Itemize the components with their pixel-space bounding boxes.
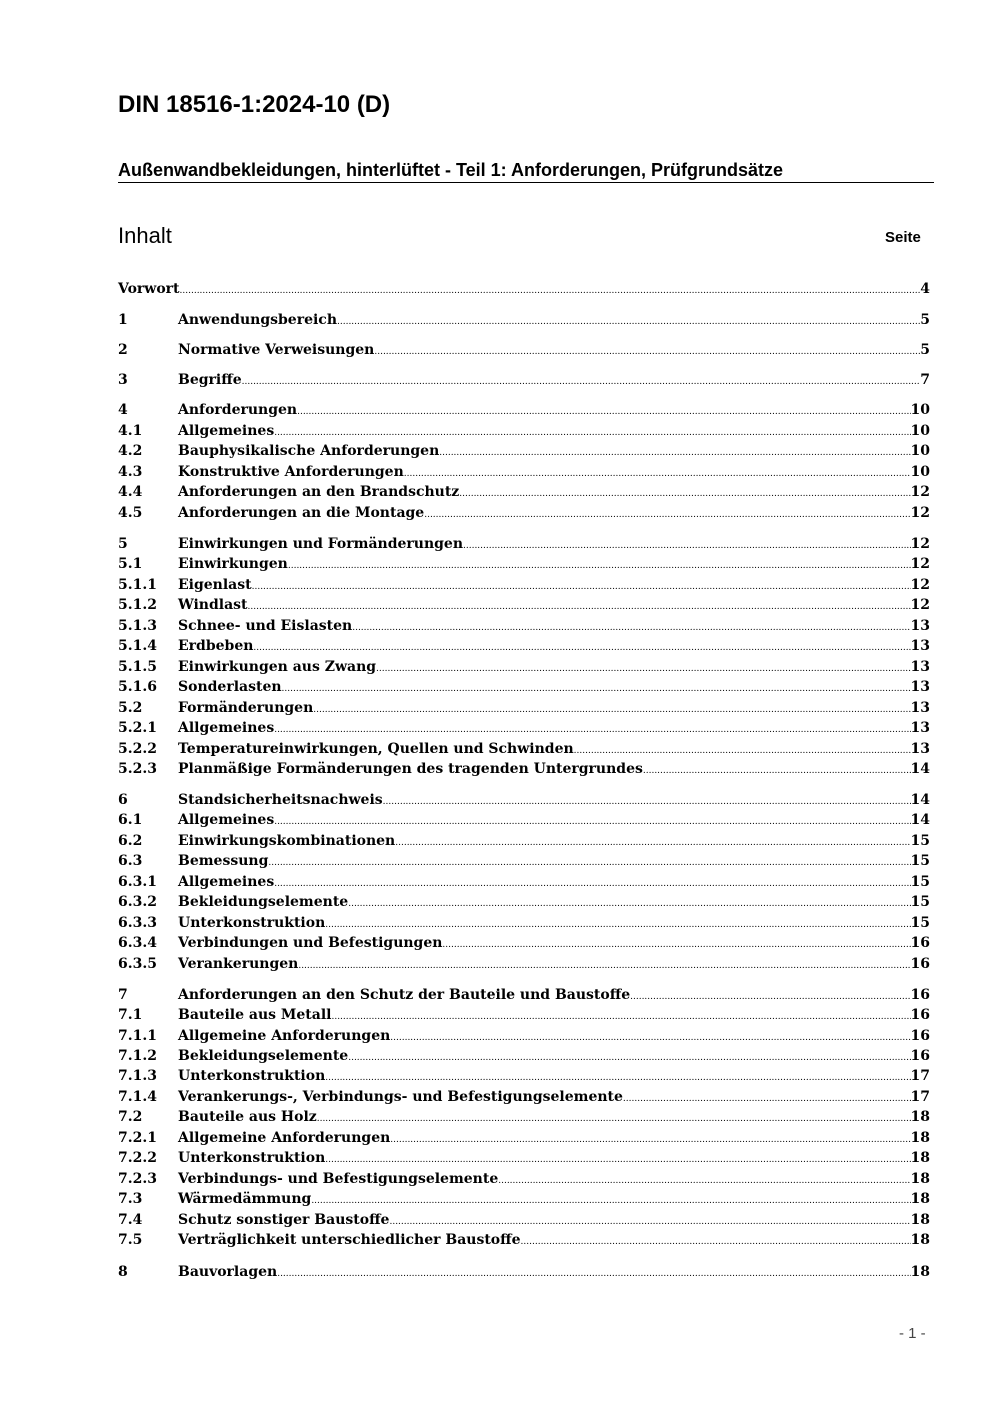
toc-entry-page: 16 [910,987,930,1003]
toc-entry-page: 10 [910,402,930,418]
toc-entry-title: Unterkonstruktion [178,1068,326,1084]
toc-dot-leader [180,281,921,302]
toc-entry-page: 12 [910,597,930,613]
toc-entry [118,441,930,462]
toc-entry-page: 10 [910,423,930,439]
toc-entry-title: Allgemeine Anforderungen [178,1130,391,1146]
toc-entry-page: 10 [910,464,930,480]
toc-entry-title: Allgemeines [178,874,275,890]
toc-entry [118,892,930,913]
toc-entry-page: 15 [910,915,930,931]
toc-dot-leader [274,720,910,741]
toc-entry [118,677,930,698]
toc-entry-page: 13 [910,741,930,757]
toc-entry-title: Verbindungen und Befestigungen [178,935,443,951]
toc-entry-number: 7.5 [118,1232,143,1248]
toc-entry-number: 7.4 [118,1212,143,1228]
toc-entry-page: 18 [910,1130,930,1146]
toc-dot-leader [442,935,910,956]
document-title: DIN 18516-1:2024-10 (D) [118,91,391,118]
toc-entry [118,310,930,331]
toc-entry-number: 7.1.3 [118,1068,157,1084]
toc-entry-number: 5.2.3 [118,761,157,777]
toc-entry-number: 5.1.6 [118,679,157,695]
toc-entry [118,554,930,575]
toc-entry-title: Sonderlasten [178,679,282,695]
toc-entry [118,790,930,811]
toc-entry [118,657,930,678]
toc-entry [118,985,930,1006]
toc-entry-page: 5 [920,312,930,328]
toc-entry-title: Bauteile aus Holz [178,1109,317,1125]
toc-entry [118,1128,930,1149]
toc-entry-title: Anforderungen an die Montage [178,505,425,521]
toc-entry-number: 8 [118,1264,128,1280]
toc-entry-number: 4 [118,402,128,418]
toc-entry-title: Verbindungs- und Befestigungselemente [178,1171,499,1187]
toc-entry-page: 16 [910,935,930,951]
toc-entry-page: 18 [910,1191,930,1207]
toc-entry-number: 5.1 [118,556,143,572]
toc-entry-page: 18 [910,1232,930,1248]
toc-entry [118,575,930,596]
toc-entry [118,759,930,780]
toc-entry-title: Eigenlast [178,577,252,593]
toc-entry [118,718,930,739]
toc-entry-title: Bekleidungselemente [178,1048,349,1064]
toc-dot-leader [268,853,910,874]
toc-entry-number: 4.1 [118,423,143,439]
toc-entry-number: 4.4 [118,484,143,500]
toc-entry-page: 18 [910,1171,930,1187]
toc-entry [118,462,930,483]
toc-entry-page: 13 [910,700,930,716]
toc-entry-number: 6 [118,792,128,808]
toc-entry-number: 7.1.1 [118,1028,157,1044]
toc-entry [118,1169,930,1190]
toc-entry-title: Allgemeines [178,423,275,439]
toc-entry-number: 6.3.2 [118,894,157,910]
toc-entry-number: 5.1.1 [118,577,157,593]
toc-entry [118,1189,930,1210]
toc-entry-number: 7.2.2 [118,1150,157,1166]
toc-dot-leader [325,1068,910,1089]
toc-entry [118,534,930,555]
toc-entry-page: 14 [910,761,930,777]
toc-dot-leader [424,505,910,526]
toc-entry-title: Bauteile aus Metall [178,1007,332,1023]
toc-entry-title: Anforderungen an den Schutz der Bauteile und Baustoffe [178,987,631,1003]
toc-entry-page: 18 [910,1109,930,1125]
toc-dot-leader [521,1232,911,1253]
toc-entry-page: 15 [910,833,930,849]
toc-entry-title: Einwirkungen [178,556,288,572]
toc-entry-number: 7.1.2 [118,1048,157,1064]
toc-entry-page: 14 [910,792,930,808]
toc-entry [118,1230,930,1251]
toc-dot-leader [337,312,920,333]
toc-dot-leader [282,679,911,700]
toc-dot-leader [643,761,911,782]
toc-entry [118,340,930,361]
toc-entry [118,636,930,657]
toc-entry-title: Konstruktive Anforderungen [178,464,404,480]
toc-dot-leader [311,1191,910,1212]
toc-entry-number: 7 [118,987,128,1003]
toc-entry-number: 5.2 [118,700,143,716]
toc-entry-title: Verankerungen [178,956,299,972]
toc-dot-leader [288,556,911,577]
toc-entry [118,739,930,760]
toc-entry-page: 13 [910,638,930,654]
toc-entry-title: Unterkonstruktion [178,1150,326,1166]
toc-dot-leader [325,1150,910,1171]
toc-entry-page: 4 [920,281,930,297]
toc-entry [118,1026,930,1047]
toc-entry-number: 6.3.4 [118,935,157,951]
toc-entry-number: 5.2.2 [118,741,157,757]
toc-entry-title: Vorwort [118,281,180,297]
toc-entry-title: Bauvorlagen [178,1264,278,1280]
toc-entry-page: 13 [910,618,930,634]
toc-entry-number: 7.2.1 [118,1130,157,1146]
toc-entry-title: Allgemeine Anforderungen [178,1028,391,1044]
toc-entry-page: 5 [920,342,930,358]
toc-entry [118,1005,930,1026]
toc-entry-title: Anforderungen an den Brandschutz [178,484,460,500]
toc-entry-title: Verträglichkeit unterschiedlicher Baustoffe [178,1232,521,1248]
toc-entry [118,872,930,893]
toc-entry-title: Einwirkungskombinationen [178,833,396,849]
toc-entry-title: Einwirkungen und Formänderungen [178,536,463,552]
toc-entry [118,503,930,524]
toc-entry-page: 10 [910,443,930,459]
toc-entry-title: Bauphysikalische Anforderungen [178,443,440,459]
toc-entry [118,933,930,954]
toc-entry-title: Begriffe [178,372,242,388]
toc-dot-leader [274,812,910,833]
toc-entry [118,1148,930,1169]
toc-entry-page: 12 [910,577,930,593]
toc-dot-leader [331,1007,910,1028]
toc-entry-title: Schutz sonstiger Baustoffe [178,1212,390,1228]
toc-dot-leader [459,484,910,505]
toc-entry-title: Verankerungs-, Verbindungs- und Befestigungselemente [178,1089,623,1105]
toc-entry-number: 3 [118,372,128,388]
toc-entry-page: 12 [910,505,930,521]
toc-entry-title: Einwirkungen aus Zwang [178,659,377,675]
toc-entry-number: 5.1.3 [118,618,157,634]
toc-entry-number: 5.1.4 [118,638,157,654]
toc-entry-page: 14 [910,812,930,828]
toc-entry-title: Normative Verweisungen [178,342,375,358]
toc-entry [118,616,930,637]
toc-entry-page: 16 [910,956,930,972]
toc-entry-page: 16 [910,1007,930,1023]
toc-dot-leader [317,1109,911,1130]
toc-entry [118,1087,930,1108]
toc-dot-leader [348,894,910,915]
toc-entry-page: 15 [910,894,930,910]
toc-dot-leader [374,342,920,363]
toc-entry [118,482,930,503]
toc-entry-number: 7.1 [118,1007,143,1023]
toc-entry-page: 12 [910,556,930,572]
toc-entry [118,698,930,719]
toc-entry-title: Planmäßige Formänderungen des tragenden Untergrundes [178,761,643,777]
toc-entry [118,810,930,831]
toc-entry-number: 7.2 [118,1109,143,1125]
toc-entry-number: 7.3 [118,1191,143,1207]
toc-entry [118,1210,930,1231]
toc-entry-page: 13 [910,720,930,736]
toc-entry-number: 1 [118,312,128,328]
toc-entry-page: 15 [910,874,930,890]
toc-entry-number: 6.2 [118,833,143,849]
toc-entry-number: 5 [118,536,128,552]
toc-dot-leader [253,638,910,659]
toc-entry-page: 17 [910,1068,930,1084]
toc-entry [118,1066,930,1087]
toc-entry [118,851,930,872]
toc-entry-page: 18 [910,1264,930,1280]
toc-entry-page: 13 [910,679,930,695]
document-subtitle: Außenwandbekleidungen, hinterlüftet - Teil 1: Anforderungen, Prüfgrundsätze [118,158,934,183]
toc-entry-number: 6.3.3 [118,915,157,931]
toc-entry-page: 17 [910,1089,930,1105]
toc-entry-number: 4.2 [118,443,143,459]
toc-entry-number: 4.3 [118,464,143,480]
toc-entry [118,400,930,421]
toc-entry-page: 13 [910,659,930,675]
toc-entry-page: 12 [910,536,930,552]
toc-entry-number: 5.1.2 [118,597,157,613]
toc-entry-title: Standsicherheitsnachweis [178,792,383,808]
toc-heading: Inhalt [118,223,172,248]
toc-entry-number: 6.3.5 [118,956,157,972]
page-number: - 1 - [899,1325,926,1342]
toc-entry-title: Temperatureinwirkungen, Quellen und Schwinden [178,741,574,757]
toc-entry-number: 2 [118,342,128,358]
toc-entry-title: Bekleidungselemente [178,894,349,910]
toc-entry-page: 15 [910,853,930,869]
toc-entry [118,1262,930,1283]
toc-dot-leader [297,402,910,423]
toc-entry-title: Schnee- und Eislasten [178,618,353,634]
toc-entry-page: 16 [910,1048,930,1064]
toc-entry-title: Bemessung [178,853,269,869]
toc-entry-number: 7.2.3 [118,1171,157,1187]
toc-entry-title: Anwendungsbereich [178,312,337,328]
toc-entry-number: 7.1.4 [118,1089,157,1105]
toc-entry-title: Erdbeben [178,638,254,654]
toc-entry-number: 6.1 [118,812,143,828]
toc-entry-page: 18 [910,1212,930,1228]
toc-entry [118,831,930,852]
toc-dot-leader [242,372,921,393]
toc-entry-page: 7 [920,372,930,388]
toc-entry-title: Formänderungen [178,700,314,716]
toc-entry [118,421,930,442]
toc-entry [118,595,930,616]
toc-entry-title: Allgemeines [178,720,275,736]
toc-entry [118,370,930,391]
toc-dot-leader [248,597,911,618]
toc-entry-title: Allgemeines [178,812,275,828]
toc-entry [118,954,930,975]
toc-entry-number: 4.5 [118,505,143,521]
toc-entry-title: Wärmedämmung [178,1191,312,1207]
toc-entry-number: 6.3.1 [118,874,157,890]
toc-entry [118,913,930,934]
toc-entry [118,1046,930,1067]
toc-entry-page: 12 [910,484,930,500]
toc-entry-title: Anforderungen [178,402,298,418]
toc-entry-title: Windlast [178,597,248,613]
toc-entry-number: 5.1.5 [118,659,157,675]
toc-dot-leader [439,443,910,464]
toc-entry [118,1107,930,1128]
toc-entry-page: 16 [910,1028,930,1044]
toc-entry [118,279,930,300]
toc-dot-leader [298,956,910,977]
toc-entry-page: 18 [910,1150,930,1166]
toc-entry-number: 5.2.1 [118,720,157,736]
toc-dot-leader [277,1264,910,1285]
page-column-label: Seite [885,229,921,246]
toc-entry-title: Unterkonstruktion [178,915,326,931]
toc-entry-number: 6.3 [118,853,143,869]
